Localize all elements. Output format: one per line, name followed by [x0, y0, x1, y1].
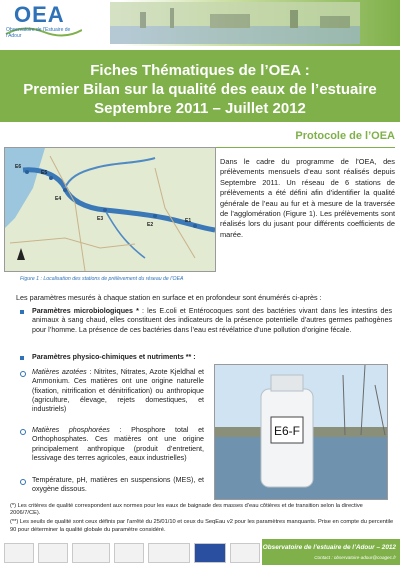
bullet-ring-icon: [20, 371, 26, 377]
station-label: E6: [15, 164, 22, 170]
section-heading: Protocole de l’OEA: [295, 130, 395, 142]
logo-text: OEA: [14, 2, 65, 27]
page-title-line2: Premier Bilan sur la qualité des eaux de l’estuaire: [23, 81, 377, 98]
nitrogen-heading: Matières azotées: [32, 368, 87, 376]
header-photo: [110, 2, 360, 44]
sample-bottle-photo: [214, 364, 388, 500]
station-label: E5: [41, 170, 48, 176]
station-label: E3: [97, 216, 104, 222]
footnote-1: (*) Les critères de qualité correspondent aux normes pour les eaux de baignade des masses d’eau côtières et de transition selon la directive 2006/7/CE).: [10, 503, 363, 517]
station-label: E1: [185, 218, 192, 224]
other-params-text: Température, pH, matières en suspensions (MES), et oxygène dissous.: [32, 476, 204, 494]
station-label: E4: [55, 196, 62, 202]
page-title-line3: Septembre 2011 – Juillet 2012: [94, 100, 306, 117]
section-divider: [210, 147, 395, 148]
footer-title: Observatoire de l’estuaire de l’Adour – 2012: [262, 544, 396, 551]
partner-logo-adour-garonne: [4, 543, 34, 563]
phosphorus-text: : Phosphore total et Orthophosphates. Ces matières ont une origine principalement anthropique (produit d’entretient, lessivage des terres agricoles, eaux industrielles): [32, 426, 204, 462]
station-map: [4, 147, 216, 272]
physchem-heading-text: Paramètres physico-chimiques et nutriments ** :: [32, 353, 196, 361]
microbio-text: : les E.coli et Entérocoques sont des bactéries vivant dans les intestins des animaux à sang chaud, elles constituent des indicateurs de la présence potentielle d’autres germes pathogènes pour l’homme. La présence de ces bactéries dans l’eau est révélatrice d’une pollution d’origine fécale.: [32, 307, 392, 334]
footer-contact-link[interactable]: Contact : observatoire-adour@coagec.fr: [314, 555, 396, 560]
station-label: E2: [147, 222, 154, 228]
bullet-square-icon: [20, 356, 24, 360]
phosphorus-paragraph: [32, 426, 204, 463]
bullet-ring-icon: [20, 479, 26, 485]
microbio-heading: Paramètres microbiologiques *: [32, 307, 142, 315]
microbio-paragraph: [32, 307, 392, 335]
partner-logo-adera: [148, 543, 190, 563]
partner-logo-landes: [114, 543, 144, 563]
nitrogen-text: : Nitrites, Nitrates, Azote Kjeldhal et Ammonium. Ces matières ont une origine naturelle (fixation, nitrification et dénitrification) ou anthropique (agriculture, élevage, rejets domestiques, et industriels): [32, 368, 204, 414]
footnote-2: (**) Les seuils de qualité sont ceux définis par l’arrêté du 25/01/10 et ceux du SeqEau v2 pour les paramètres manquants. Prise en compte du percentile 90 pour déterminer la qualité globale du paramètre considéré.: [10, 519, 394, 533]
partner-logo-europe: [230, 543, 260, 563]
phosphorus-heading: Matières phosphorées: [32, 426, 110, 434]
partner-logo-aquitaine: [72, 543, 110, 563]
nitrogen-paragraph: [32, 368, 204, 414]
physchem-heading: [32, 353, 392, 362]
partner-logo-cci: [38, 543, 68, 563]
params-intro: Les paramètres mesurés à chaque station en surface et en profondeur sont énumérés ci-après :: [16, 293, 322, 302]
logo-subtitle: Observatoire de l'Estuaire de l'Adour: [6, 27, 71, 39]
bottle-label: E6-F: [273, 424, 301, 438]
partner-logo-eu: [194, 543, 226, 563]
figure-caption: Figure 1 : Localisation des stations de prélèvement du réseau de l’OEA: [20, 276, 184, 282]
bullet-ring-icon: [20, 429, 26, 435]
intro-paragraph: Dans le cadre du programme de l’OEA, des prélèvements mensuels d’eau sont réalisés depuis Septembre 2011. Un réseau de 6 stations de prélèvements a été défini afin d’identifier la qualité générale de l’eau au fur et à mesure de la traversée de l’agglomération (Figure 1). Les prélèvements sont réalisés lors du jusant pour différents coefficients de marée.: [220, 157, 395, 239]
bullet-square-icon: [20, 310, 24, 314]
footnotes: [10, 503, 394, 534]
page-title-line1: Fiches Thématiques de l’OEA :: [90, 62, 310, 79]
